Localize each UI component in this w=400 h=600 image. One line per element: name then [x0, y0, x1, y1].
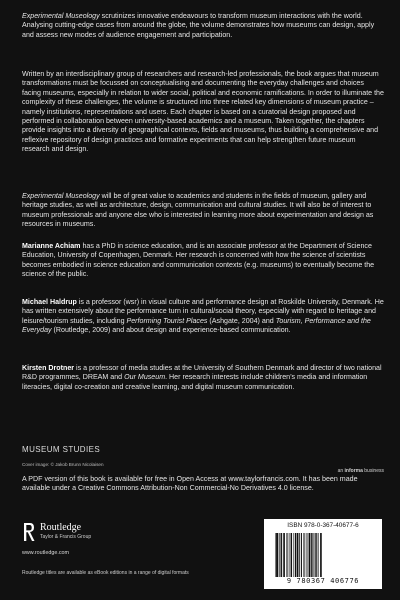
barcode-bar [315, 533, 316, 577]
publisher-name: Routledge [40, 522, 82, 533]
barcode-bar [309, 533, 311, 577]
barcode-bar [311, 533, 312, 577]
book-title-italic: Performing Tourist Places [126, 316, 208, 325]
ebook-note: Routledge titles are available as eBook editions in a range of digital formats [22, 570, 189, 576]
publisher-logo [22, 521, 142, 549]
barcode-bar [279, 533, 280, 577]
barcode-bar [295, 533, 297, 577]
barcode-bar [286, 533, 287, 577]
open-access-notice: A PDF version of this book is available for free in Open Access at www.taylorfrancis.com. It has been made available under a Creative Commons Attribution-Non Commercial-No Derivatives 4.0 license. [22, 475, 358, 493]
barcode-bar [303, 533, 304, 577]
blurb-paragraph-2: Written by an interdisciplinary group of researchers and research-led professionals, the book argues that museum transformations must be focussed on conceptualising and documenting the everyday challenges and choices facing museums, especially in relation to wider social, political and economic ramifications. In order to illuminate the complexity of these challenges, the volume is structured into three related key dimensions of museum practice – namely institutions, representations and users. Each chapter is based on a curatorial design proposed and performed in collaboration between university-based academics and a museum. Taken together, the chapters provide insights into a diversity of geographical contexts, fields and museums, thus building a comprehensive and reflexive repository of design practices and formative experiments that can help strengthen future museum research and design. [22, 70, 384, 154]
blurb-text: will be of great value to academics and students in the fields of museum, gallery and heritage studies, as well as architecture, design, communication and cultural studies. It will also be of interest to museum professionals and anyone else who is interested in learning more about experimentation and design as resources in museums. [22, 192, 374, 229]
barcode-bars [274, 533, 374, 577]
book-title-italic: Experimental Museology [22, 192, 100, 200]
barcode-bar [301, 533, 302, 577]
routledge-r-icon [22, 521, 36, 543]
author-bio-text: (Ashgate, 2004) and [207, 316, 276, 325]
barcode-bar [283, 533, 285, 577]
book-title-italic: Our Museum [124, 373, 166, 382]
barcode-bar [289, 533, 290, 577]
author-bio-text: has a PhD in science education, and is an associate professor at the Department of Science Education, University of Copenhagen, Denmark. Her research is concerned with how the science of scientists becomes embodied in science education and communication contexts (e.g. museums) to eventually become the science of the public. [22, 242, 375, 279]
book-title-italic: Experimental Museology [22, 12, 100, 20]
barcode-bar [316, 533, 317, 577]
barcode-digits: 9 780367 406776 [286, 577, 360, 585]
barcode-bar [291, 533, 292, 577]
author-bio-text: is a professor of media studies at the University of Southern Denmark and director of two national R&D programmes, DREAM and [22, 364, 382, 382]
barcode-bar [281, 533, 282, 577]
author-bio-text: is a professor (wsr) in visual culture and performance design at Roskilde University, Denmark. He has written extensively about the performance turn in cultural/social theory, especially with regard to heritage and leisure/tourism studies, including [22, 298, 384, 325]
informa-tagline: an informa business [337, 468, 384, 474]
author-bio-achiam [22, 242, 384, 280]
blurb-text: scrutinizes innovative endeavours to transform museum interactions with the world. Analysing cutting-edge cases from around the globe, the volume demonstrates how museums can design, apply and assess new modes of audience engagement and participation. [22, 12, 375, 39]
isbn-number: ISBN 978-0-367-40677-6 [287, 522, 359, 529]
publisher-group: Taylor & Francis Group [40, 534, 92, 540]
barcode-bar [306, 533, 307, 577]
isbn-barcode [264, 519, 382, 589]
barcode-bar [304, 533, 305, 577]
author-name: Marianne Achiam [22, 242, 81, 250]
barcode-bar [307, 533, 308, 577]
author-name: Kirsten Drotner [22, 364, 75, 372]
barcode-bar [293, 533, 294, 577]
barcode-bar [318, 533, 319, 577]
barcode-bar [276, 533, 278, 577]
barcode-bar [299, 533, 300, 577]
barcode-bar [290, 533, 291, 577]
book-title-italic: Tourism, Performance and the Everyday [22, 316, 371, 335]
author-bio-text: (Routledge, 2009) and about design and experience-based communication. [51, 326, 291, 335]
subject-category: MUSEUM STUDIES [22, 445, 101, 454]
blurb-paragraph-1 [22, 12, 384, 40]
barcode-bar [275, 533, 276, 577]
author-bio-haldrup [22, 298, 384, 336]
barcode-bar [287, 533, 288, 577]
cover-credit: Cover image: © Jakob Brunn Nicolaisen [22, 462, 104, 467]
barcode-bar [320, 533, 322, 577]
barcode-bar [297, 533, 298, 577]
author-bio-drotner [22, 364, 384, 392]
publisher-url: www.routledge.com [22, 550, 70, 556]
author-name: Michael Haldrup [22, 298, 77, 306]
author-bio-text: . Her research interests include children’s media and information literacies, digital co-creation and creative learning, and digital museum communication. [22, 373, 368, 391]
barcode-bar [312, 533, 313, 577]
blurb-paragraph-3 [22, 192, 384, 230]
